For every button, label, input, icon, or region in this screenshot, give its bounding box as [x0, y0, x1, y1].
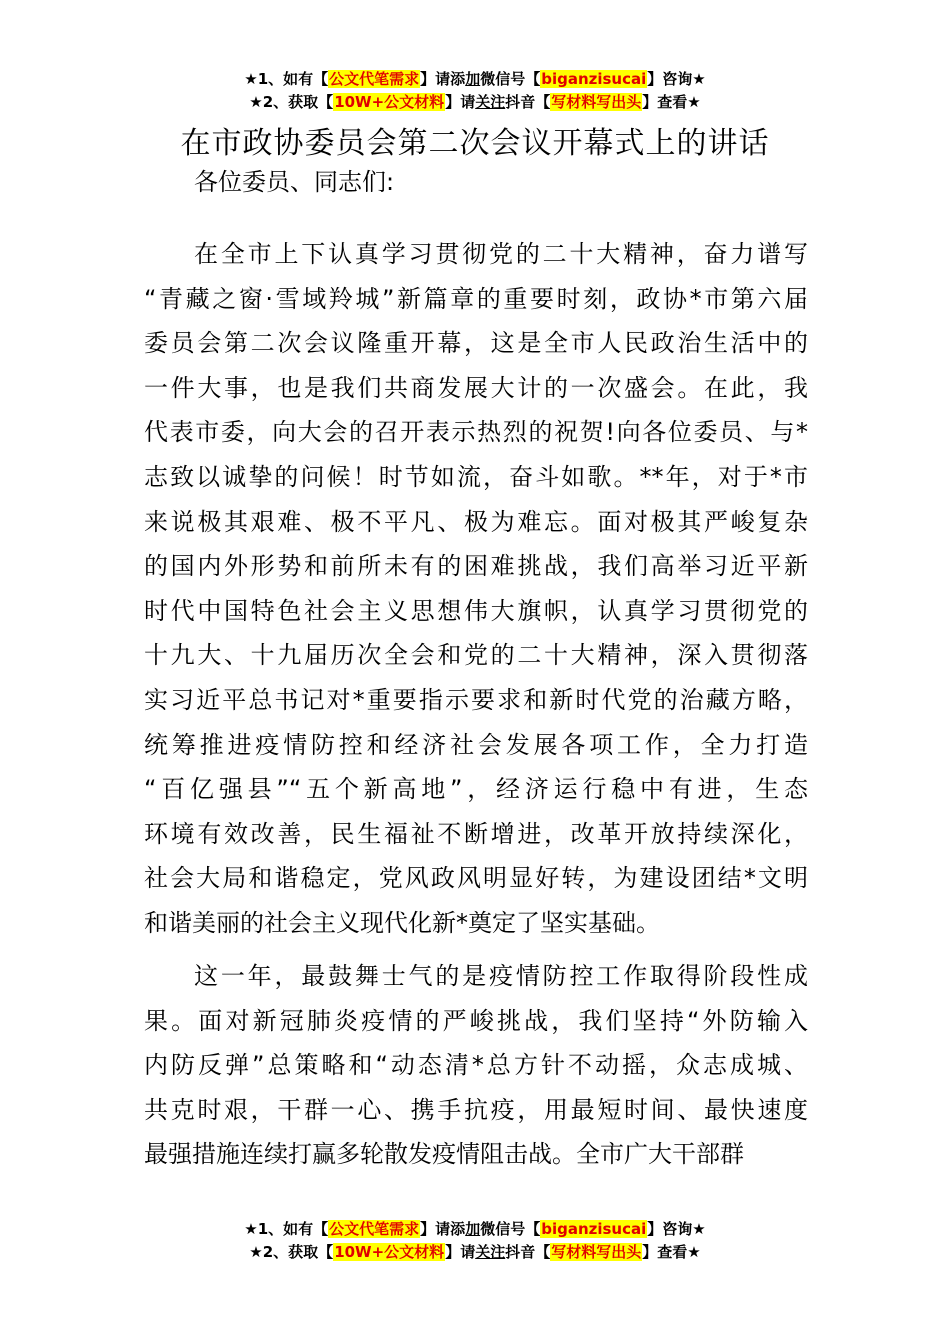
- promo-line-2: [0, 91, 950, 114]
- promo-underline: 关注: [475, 93, 506, 111]
- text-line: 一件大事，也是我们共商发展大计的一次盛会。在此，我: [144, 373, 808, 402]
- text-line: 时代中国特色社会主义思想伟大旗帜，认真学习贯彻党的: [144, 596, 808, 625]
- promo-text: 微信号【: [480, 1220, 541, 1238]
- promo-text: 2、获取【: [262, 93, 334, 111]
- promo-text: 】查看★: [642, 1243, 701, 1261]
- promo-highlight: 公文代笔需求: [329, 70, 420, 88]
- promo-highlight: 公文代笔需求: [329, 1220, 420, 1238]
- salutation: 各位委员、同志们:: [194, 168, 395, 196]
- text-line: 委员会第二次会议隆重开幕，这是全市人民政治生活中的: [144, 329, 808, 358]
- text-line: 这一年，最鼓舞士气的是疫情防控工作取得阶段性成: [194, 962, 808, 990]
- promo-text: 微信号【: [480, 70, 541, 88]
- promo-text: 】请添: [420, 1220, 466, 1238]
- promo-wechat-id: biganzisucai: [541, 70, 647, 88]
- paragraph-2: [144, 954, 808, 1177]
- document-title: 在市政协委员会第二次会议开幕式上的讲话: [180, 126, 770, 161]
- promo-line-2: [0, 1241, 950, 1264]
- promo-banner-bottom: [0, 1218, 950, 1264]
- promo-text: 】请: [445, 1243, 476, 1261]
- text-line: 共克时艰，干群一心、携手抗疫，用最短时间、最快速度: [144, 1095, 808, 1124]
- promo-text: 2、获取【: [262, 1243, 334, 1261]
- text-line: 在全市上下认真学习贯彻党的二十大精神，奋力谱写: [194, 240, 808, 268]
- text-line: 统筹推进疫情防控和经济社会发展各项工作，全力打造: [144, 730, 808, 759]
- promo-text: 抖音【: [505, 1243, 551, 1261]
- text-line: 和谐美丽的社会主义现代化新*奠定了坚实基础。: [144, 908, 660, 937]
- text-line: 内防反弹”总策略和“动态清*总方针不动摇，众志成城、: [144, 1051, 808, 1080]
- promo-text: 抖音【: [505, 93, 551, 111]
- promo-douyin-id: 写材料写出头: [551, 93, 642, 111]
- text-line: 代表市委，向大会的召开表示热烈的祝贺!向各位委员、与*: [144, 418, 808, 447]
- text-line: 实习近平总书记对*重要指示要求和新时代党的治藏方略，: [144, 685, 808, 714]
- promo-line-1: [0, 68, 950, 91]
- text-line: 环境有效改善，民生福祉不断增进，改革开放持续深化，: [144, 819, 808, 848]
- promo-underline: 关注: [475, 1243, 506, 1261]
- text-line: “百亿强县”“五个新高地”，经济运行稳中有进，生态: [144, 775, 808, 804]
- text-line: 最强措施连续打赢多轮散发疫情阻击战。全市广大干部群: [144, 1140, 744, 1169]
- text-line: 的国内外形势和前所未有的困难挑战，我们高举习近平新: [144, 552, 808, 581]
- text-line: 十九大、十九届历次全会和党的二十大精神，深入贯彻落: [144, 641, 808, 670]
- star-icon: ★: [249, 93, 263, 111]
- promo-douyin-id: 写材料写出头: [551, 1243, 642, 1261]
- promo-text: 】咨询★: [647, 1220, 706, 1238]
- text-line: “青藏之窗·雪域羚城”新篇章的重要时刻，政协*市第六届: [144, 284, 808, 313]
- promo-underline: 加: [465, 1220, 481, 1238]
- promo-wechat-id: biganzisucai: [541, 1220, 647, 1238]
- star-icon: ★: [249, 1243, 263, 1261]
- promo-text: 1、如有【: [257, 1220, 329, 1238]
- promo-text: 】请: [445, 93, 476, 111]
- promo-text: 1、如有【: [257, 70, 329, 88]
- promo-text: 】查看★: [642, 93, 701, 111]
- star-icon: ★: [244, 70, 258, 88]
- text-line: 社会大局和谐稳定，党风政风明显好转，为建设团结*文明: [144, 864, 808, 893]
- star-icon: ★: [244, 1220, 258, 1238]
- promo-text: 】请添: [420, 70, 466, 88]
- promo-highlight: 10W+公文材料: [334, 93, 445, 111]
- text-line: 果。面对新冠肺炎疫情的严峻挑战，我们坚持“外防输入: [144, 1006, 808, 1035]
- promo-banner-top: [0, 68, 950, 114]
- text-line: 志致以诚挚的问候！时节如流，奋斗如歌。**年，对于*市: [144, 462, 808, 491]
- promo-text: 】咨询★: [647, 70, 706, 88]
- promo-underline: 加: [465, 70, 481, 88]
- text-line: 来说极其艰难、极不平凡、极为难忘。面对极其严峻复杂: [144, 507, 808, 536]
- promo-line-1: [0, 1218, 950, 1241]
- paragraph-1: [144, 232, 808, 946]
- promo-highlight: 10W+公文材料: [334, 1243, 445, 1261]
